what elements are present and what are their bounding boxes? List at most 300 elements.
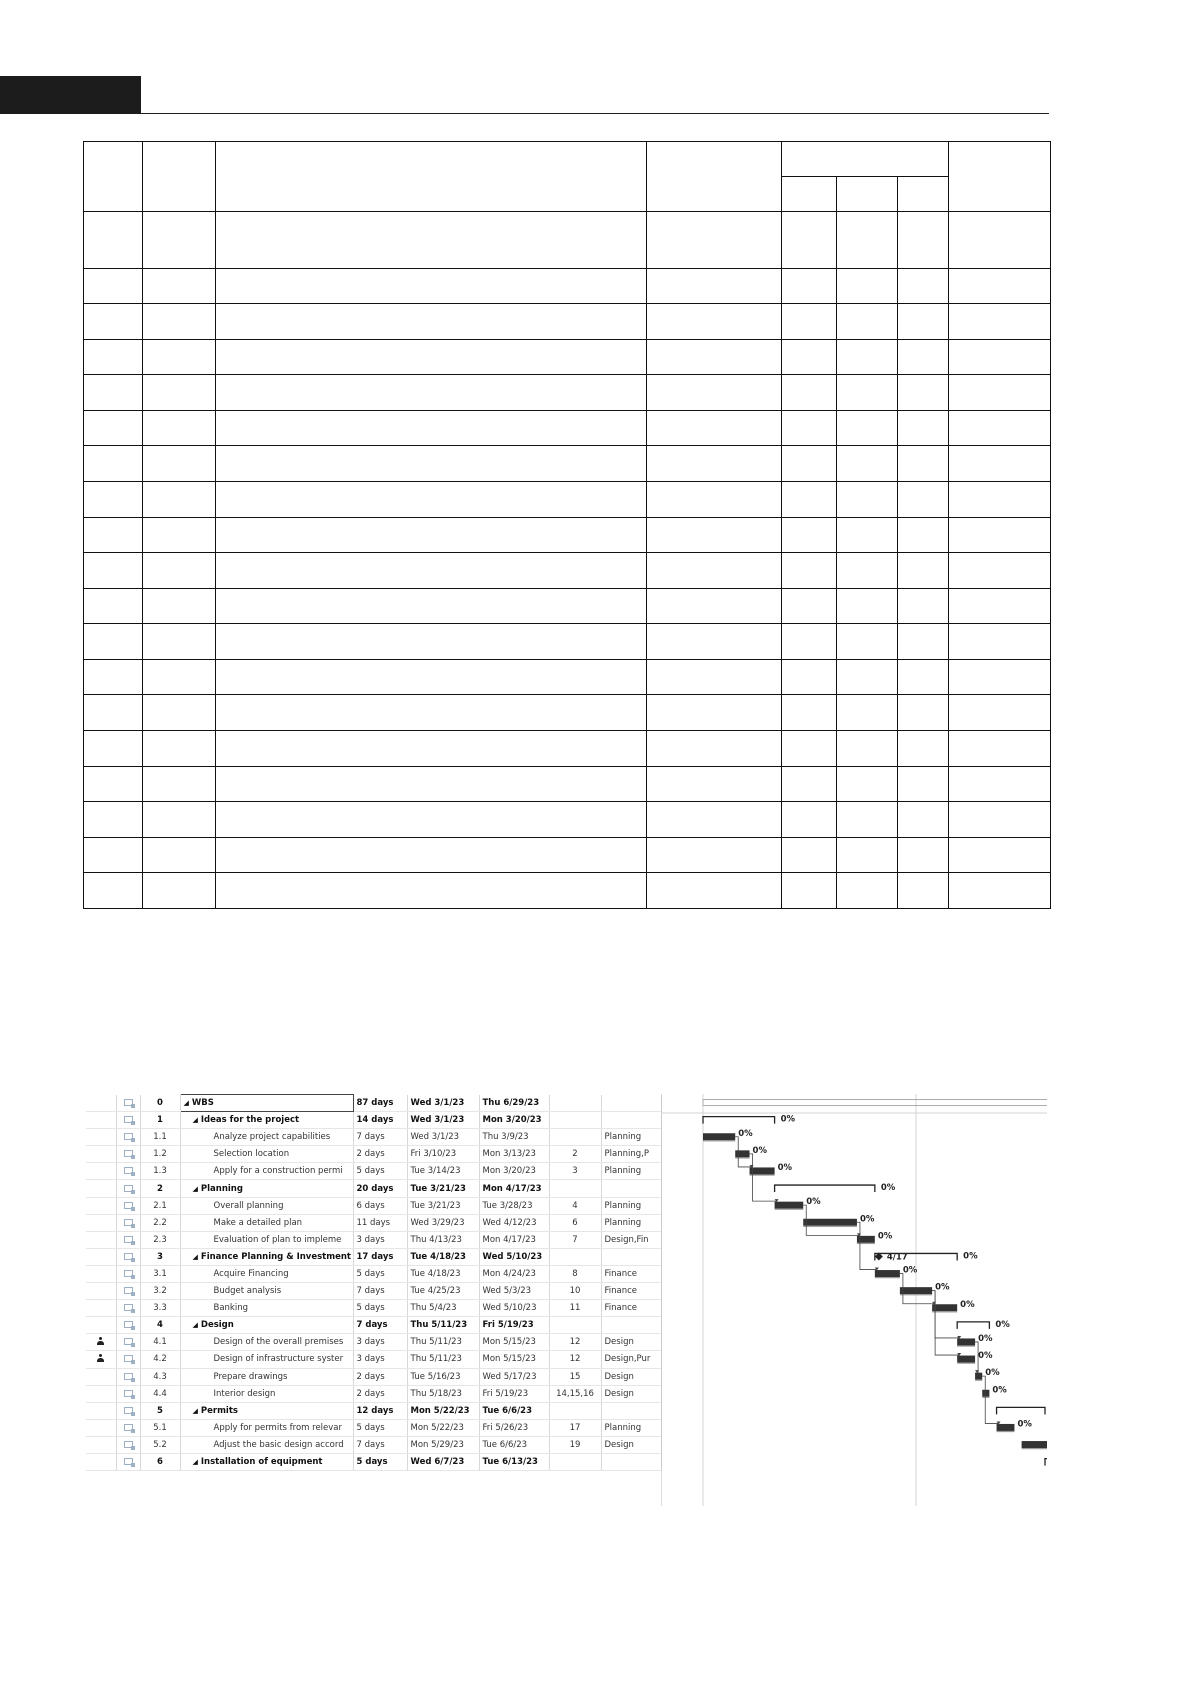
duration-cell[interactable]: 87 days [353, 1095, 407, 1112]
auto-schedule-icon [124, 1185, 133, 1192]
resource-names-cell[interactable]: Planning,P [601, 1146, 661, 1163]
start-cell[interactable]: Fri 3/10/23 [407, 1146, 479, 1163]
task-row[interactable] [86, 1214, 661, 1231]
task-bar-shadow [975, 1380, 982, 1381]
task-name-cell[interactable] [180, 1265, 353, 1282]
task-name-cell[interactable] [180, 1368, 353, 1385]
dependency-link [982, 1376, 998, 1423]
task-row[interactable] [86, 1265, 661, 1282]
blank-cell [143, 410, 216, 446]
duration-cell[interactable]: 3 days [353, 1334, 407, 1351]
blank-row [84, 659, 1051, 695]
duration-cell[interactable]: 7 days [353, 1129, 407, 1146]
resource-names-cell[interactable]: Finance [601, 1265, 661, 1282]
auto-schedule-icon [124, 1116, 133, 1123]
resource-names-cell[interactable] [601, 1180, 661, 1197]
finish-cell[interactable]: Tue 3/28/23 [479, 1197, 549, 1214]
blank-cell [647, 304, 782, 340]
blank-cell [647, 659, 782, 695]
blank-cell [216, 588, 647, 624]
finish-cell[interactable]: Mon 3/20/23 [479, 1163, 549, 1180]
blank-cell [782, 588, 837, 624]
task-name-cell[interactable] [180, 1146, 353, 1163]
indicator-cell [86, 1334, 116, 1351]
resource-names-cell[interactable]: Planning [601, 1197, 661, 1214]
resource-names-cell[interactable]: Design [601, 1368, 661, 1385]
task-row[interactable] [86, 1180, 661, 1197]
finish-cell[interactable]: Mon 3/13/23 [479, 1146, 549, 1163]
blank-row [84, 268, 1051, 304]
summary-percent-label: 0% [780, 1114, 796, 1125]
blank-cell [898, 873, 949, 909]
blank-cell [84, 766, 143, 802]
blank-cell [84, 695, 143, 731]
duration-cell[interactable]: 5 days [353, 1419, 407, 1436]
auto-schedule-icon [124, 1355, 133, 1362]
task-mode-cell [116, 1300, 140, 1317]
start-cell[interactable]: Tue 3/14/23 [407, 1163, 479, 1180]
predecessors-cell[interactable]: 10 [549, 1283, 601, 1300]
finish-cell[interactable]: Wed 5/10/23 [479, 1300, 549, 1317]
task-row[interactable] [86, 1368, 661, 1385]
blank-cell [143, 659, 216, 695]
start-cell[interactable]: Thu 5/11/23 [407, 1334, 479, 1351]
start-cell[interactable]: Mon 5/29/23 [407, 1436, 479, 1453]
gantt-chart [661, 1094, 1047, 1506]
blank-header-cell [949, 142, 1051, 212]
blank-cell [216, 873, 647, 909]
task-name-cell[interactable] [180, 1334, 353, 1351]
duration-cell[interactable]: 2 days [353, 1146, 407, 1163]
task-name-cell[interactable] [180, 1248, 353, 1265]
predecessors-cell[interactable]: 17 [549, 1419, 601, 1436]
blank-cell [143, 517, 216, 553]
predecessors-cell[interactable]: 14,15,16 [549, 1385, 601, 1402]
auto-schedule-icon [124, 1304, 133, 1311]
start-cell[interactable]: Tue 3/21/23 [407, 1180, 479, 1197]
duration-cell[interactable]: 12 days [353, 1402, 407, 1419]
blank-cell [782, 410, 837, 446]
blank-cell [898, 212, 949, 268]
task-name: Prepare drawings [213, 1371, 288, 1382]
collapse-triangle-icon[interactable]: ◢ [183, 1099, 189, 1108]
blank-row [84, 212, 1051, 268]
blank-cell [216, 837, 647, 873]
blank-cell [216, 482, 647, 518]
task-bar-shadow [875, 1277, 900, 1278]
blank-cell [647, 212, 782, 268]
blank-cell [647, 695, 782, 731]
blank-row [84, 446, 1051, 482]
resource-names-cell[interactable]: Planning [601, 1163, 661, 1180]
auto-schedule-icon [124, 1424, 133, 1431]
duration-cell[interactable]: 7 days [353, 1283, 407, 1300]
predecessors-cell[interactable]: 6 [549, 1214, 601, 1231]
finish-cell[interactable]: Wed 4/12/23 [479, 1214, 549, 1231]
finish-cell[interactable]: Wed 5/10/23 [479, 1248, 549, 1265]
blank-cell [84, 837, 143, 873]
blank-cell [216, 517, 647, 553]
blank-cell [647, 553, 782, 589]
predecessors-cell[interactable] [549, 1248, 601, 1265]
task-row[interactable] [86, 1453, 661, 1470]
task-name-cell[interactable] [180, 1436, 353, 1453]
start-cell[interactable]: Thu 5/18/23 [407, 1385, 479, 1402]
predecessors-cell[interactable] [549, 1112, 601, 1129]
blank-cell [143, 873, 216, 909]
blank-cell [949, 553, 1051, 589]
collapse-triangle-icon[interactable]: ◢ [192, 1116, 198, 1125]
blank-cell [898, 730, 949, 766]
resource-names-cell[interactable] [601, 1317, 661, 1334]
resource-names-cell[interactable]: Planning [601, 1419, 661, 1436]
task-row[interactable] [86, 1231, 661, 1248]
collapse-triangle-icon[interactable]: ◢ [192, 1406, 198, 1415]
finish-cell[interactable]: Fri 5/19/23 [479, 1385, 549, 1402]
start-cell[interactable]: Wed 3/1/23 [407, 1112, 479, 1129]
wbs-cell: 2.1 [140, 1197, 180, 1214]
duration-cell[interactable]: 17 days [353, 1248, 407, 1265]
collapse-triangle-icon[interactable]: ◢ [192, 1458, 198, 1467]
predecessors-cell[interactable]: 19 [549, 1436, 601, 1453]
resource-names-cell[interactable]: Planning [601, 1129, 661, 1146]
blank-cell [949, 304, 1051, 340]
finish-cell[interactable]: Tue 6/6/23 [479, 1436, 549, 1453]
task-mode-cell [116, 1112, 140, 1129]
task-row[interactable] [86, 1334, 661, 1351]
task-name-cell[interactable] [180, 1180, 353, 1197]
blank-cell [782, 482, 837, 518]
start-cell[interactable]: Thu 5/4/23 [407, 1300, 479, 1317]
blank-cell [143, 446, 216, 482]
predecessors-cell[interactable] [549, 1453, 601, 1470]
finish-cell[interactable]: Mon 3/20/23 [479, 1112, 549, 1129]
wbs-cell: 2 [140, 1180, 180, 1197]
blank-header-cell [84, 142, 143, 212]
task-name: Budget analysis [213, 1286, 282, 1297]
task-mode-cell [116, 1317, 140, 1334]
task-row[interactable] [86, 1283, 661, 1300]
resource-names-cell[interactable] [601, 1112, 661, 1129]
blank-cell [782, 553, 837, 589]
task-row[interactable] [86, 1385, 661, 1402]
task-name-cell[interactable] [180, 1385, 353, 1402]
finish-cell[interactable]: Thu 6/29/23 [479, 1095, 549, 1112]
finish-cell[interactable]: Mon 4/24/23 [479, 1265, 549, 1282]
task-row[interactable] [86, 1436, 661, 1453]
resource-names-cell[interactable] [601, 1248, 661, 1265]
predecessors-cell[interactable] [549, 1317, 601, 1334]
task-row[interactable] [86, 1248, 661, 1265]
resource-names-cell[interactable] [601, 1453, 661, 1470]
finish-cell[interactable]: Tue 6/13/23 [479, 1453, 549, 1470]
start-cell[interactable]: Wed 3/29/23 [407, 1214, 479, 1231]
predecessors-cell[interactable]: 7 [549, 1231, 601, 1248]
project-summary-bar [703, 1100, 1047, 1106]
resource-names-cell[interactable]: Planning [601, 1214, 661, 1231]
blank-cell [898, 304, 949, 340]
blank-cell [837, 766, 898, 802]
task-row[interactable] [86, 1112, 661, 1129]
auto-schedule-icon [124, 1253, 133, 1260]
finish-cell[interactable]: Mon 4/17/23 [479, 1180, 549, 1197]
task-percent-label: 0% [935, 1282, 950, 1293]
start-cell[interactable]: Tue 4/18/23 [407, 1248, 479, 1265]
duration-cell[interactable]: 14 days [353, 1112, 407, 1129]
task-name-cell[interactable] [180, 1129, 353, 1146]
blank-cell [949, 624, 1051, 660]
task-row[interactable] [86, 1351, 661, 1368]
blank-cell [647, 802, 782, 838]
start-cell[interactable]: Wed 3/1/23 [407, 1095, 479, 1112]
task-bar [703, 1133, 735, 1140]
task-name-cell[interactable] [180, 1112, 353, 1129]
blank-cell [143, 304, 216, 340]
start-cell[interactable]: Mon 5/22/23 [407, 1402, 479, 1419]
summary-bar [703, 1117, 775, 1124]
finish-cell[interactable]: Thu 3/9/23 [479, 1129, 549, 1146]
task-name-cell[interactable] [180, 1402, 353, 1419]
blank-cell [837, 659, 898, 695]
task-row[interactable] [86, 1300, 661, 1317]
blank-cell [898, 268, 949, 304]
wbs-cell: 5.1 [140, 1419, 180, 1436]
blank-cell [84, 268, 143, 304]
blank-cell [143, 375, 216, 411]
start-cell[interactable]: Thu 4/13/23 [407, 1231, 479, 1248]
start-cell[interactable]: Thu 5/11/23 [407, 1351, 479, 1368]
task-bar-shadow [997, 1431, 1015, 1432]
task-name: Permits [200, 1405, 238, 1416]
finish-cell[interactable]: Mon 4/17/23 [479, 1231, 549, 1248]
predecessors-cell[interactable]: 2 [549, 1146, 601, 1163]
task-row[interactable] [86, 1419, 661, 1436]
wbs-cell: 3.2 [140, 1283, 180, 1300]
blank-cell [782, 695, 837, 731]
task-name: Evaluation of plan to impleme [213, 1234, 342, 1245]
task-bar-shadow [703, 1140, 735, 1141]
task-name-cell[interactable] [180, 1300, 353, 1317]
finish-cell[interactable]: Mon 5/15/23 [479, 1334, 549, 1351]
start-cell[interactable]: Tue 4/25/23 [407, 1283, 479, 1300]
task-row[interactable] [86, 1146, 661, 1163]
task-name-cell[interactable] [180, 1453, 353, 1470]
task-bar [957, 1356, 975, 1363]
task-name-cell[interactable] [180, 1214, 353, 1231]
start-cell[interactable]: Tue 3/21/23 [407, 1197, 479, 1214]
task-row[interactable] [86, 1163, 661, 1180]
resource-names-cell[interactable] [601, 1095, 661, 1112]
blank-cell [84, 482, 143, 518]
finish-cell[interactable]: Fri 5/26/23 [479, 1419, 549, 1436]
finish-cell[interactable]: Wed 5/3/23 [479, 1283, 549, 1300]
auto-schedule-icon [124, 1441, 133, 1448]
task-name-cell[interactable] [180, 1283, 353, 1300]
wbs-cell: 2.2 [140, 1214, 180, 1231]
indicator-cell [86, 1419, 116, 1436]
task-name: Apply for permits from relevar [213, 1422, 343, 1433]
blank-cell [949, 730, 1051, 766]
blank-cell [898, 695, 949, 731]
blank-cell [949, 766, 1051, 802]
task-name: Acquire Financing [213, 1268, 289, 1279]
start-cell[interactable]: Thu 5/11/23 [407, 1317, 479, 1334]
duration-cell[interactable]: 11 days [353, 1214, 407, 1231]
duration-cell[interactable]: 6 days [353, 1197, 407, 1214]
resource-names-cell[interactable]: Design,Pur [601, 1351, 661, 1368]
duration-cell[interactable]: 5 days [353, 1300, 407, 1317]
start-cell[interactable]: Wed 6/7/23 [407, 1453, 479, 1470]
auto-schedule-icon [124, 1407, 133, 1414]
collapse-triangle-icon[interactable]: ◢ [192, 1184, 198, 1193]
indicator-cell [86, 1095, 116, 1112]
task-row[interactable] [86, 1317, 661, 1334]
task-mode-cell [116, 1197, 140, 1214]
blank-cell [782, 446, 837, 482]
task-name: Analyze project capabilities [213, 1132, 331, 1143]
blank-cell [898, 446, 949, 482]
blank-cell [84, 588, 143, 624]
start-cell[interactable]: Wed 3/1/23 [407, 1129, 479, 1146]
blank-cell [949, 802, 1051, 838]
predecessors-cell[interactable]: 12 [549, 1334, 601, 1351]
predecessors-cell[interactable] [549, 1180, 601, 1197]
task-mode-cell [116, 1351, 140, 1368]
predecessors-cell[interactable]: 12 [549, 1351, 601, 1368]
blank-cell [782, 375, 837, 411]
predecessors-cell[interactable] [549, 1095, 601, 1112]
task-percent-label: 0% [752, 1145, 767, 1156]
predecessors-cell[interactable]: 3 [549, 1163, 601, 1180]
task-bar [982, 1390, 989, 1397]
blank-cell [837, 873, 898, 909]
predecessors-cell[interactable]: 4 [549, 1197, 601, 1214]
indicator-cell [86, 1214, 116, 1231]
start-cell[interactable]: Tue 4/18/23 [407, 1265, 479, 1282]
blank-cell [216, 730, 647, 766]
task-name-cell[interactable] [180, 1231, 353, 1248]
resource-names-cell[interactable]: Finance [601, 1300, 661, 1317]
indicator-cell [86, 1112, 116, 1129]
blank-cell [84, 553, 143, 589]
collapse-triangle-icon[interactable]: ◢ [192, 1252, 198, 1261]
blank-header-subcell [898, 177, 949, 212]
task-mode-cell [116, 1248, 140, 1265]
task-mode-cell [116, 1163, 140, 1180]
task-name: Finance Planning & Investment [200, 1251, 351, 1262]
collapse-triangle-icon[interactable]: ◢ [192, 1321, 198, 1330]
blank-form-table [83, 141, 1051, 909]
task-name-cell[interactable] [180, 1419, 353, 1436]
task-bar-shadow [957, 1363, 975, 1364]
blank-cell [143, 212, 216, 268]
duration-cell[interactable]: 20 days [353, 1180, 407, 1197]
resource-names-cell[interactable]: Finance [601, 1283, 661, 1300]
finish-cell[interactable]: Mon 5/15/23 [479, 1351, 549, 1368]
task-row[interactable] [86, 1402, 661, 1419]
finish-cell[interactable]: Wed 5/17/23 [479, 1368, 549, 1385]
duration-cell[interactable]: 5 days [353, 1265, 407, 1282]
resource-names-cell[interactable]: Design [601, 1334, 661, 1351]
blank-cell [143, 482, 216, 518]
blank-cell [782, 624, 837, 660]
task-row[interactable] [86, 1129, 661, 1146]
task-mode-cell [116, 1265, 140, 1282]
duration-cell[interactable]: 5 days [353, 1453, 407, 1470]
blank-cell [782, 730, 837, 766]
task-bar-shadow [735, 1157, 749, 1158]
blank-cell [647, 873, 782, 909]
dependency-link [932, 1291, 959, 1338]
duration-cell[interactable]: 7 days [353, 1317, 407, 1334]
task-name-cell[interactable] [180, 1351, 353, 1368]
blank-header-cell [216, 142, 647, 212]
duration-cell[interactable]: 2 days [353, 1385, 407, 1402]
resource-names-cell[interactable]: Design [601, 1385, 661, 1402]
predecessors-cell[interactable]: 8 [549, 1265, 601, 1282]
task-name-cell[interactable] [180, 1197, 353, 1214]
blank-cell [837, 375, 898, 411]
predecessors-cell[interactable] [549, 1129, 601, 1146]
start-cell[interactable]: Mon 5/22/23 [407, 1419, 479, 1436]
task-name-cell[interactable] [180, 1163, 353, 1180]
start-cell[interactable]: Tue 5/16/23 [407, 1368, 479, 1385]
task-name-cell[interactable] [180, 1317, 353, 1334]
finish-cell[interactable]: Tue 6/6/23 [479, 1402, 549, 1419]
duration-cell[interactable]: 2 days [353, 1368, 407, 1385]
resource-names-cell[interactable]: Design,Fin [601, 1231, 661, 1248]
predecessors-cell[interactable]: 15 [549, 1368, 601, 1385]
blank-cell [84, 624, 143, 660]
blank-cell [647, 517, 782, 553]
duration-cell[interactable]: 3 days [353, 1351, 407, 1368]
task-mode-cell [116, 1436, 140, 1453]
resource-names-cell[interactable]: Design [601, 1436, 661, 1453]
blank-cell [782, 659, 837, 695]
predecessors-cell[interactable] [549, 1402, 601, 1419]
auto-schedule-icon [124, 1338, 133, 1345]
blank-cell [837, 730, 898, 766]
task-row[interactable] [86, 1095, 661, 1112]
task-bar-shadow [750, 1174, 775, 1175]
task-row[interactable] [86, 1197, 661, 1214]
blank-cell [84, 446, 143, 482]
duration-cell[interactable]: 7 days [353, 1436, 407, 1453]
summary-bar [775, 1185, 875, 1192]
task-name-cell[interactable] [180, 1095, 353, 1112]
task-mode-cell [116, 1453, 140, 1470]
blank-cell [898, 802, 949, 838]
blank-cell [84, 730, 143, 766]
predecessors-cell[interactable]: 11 [549, 1300, 601, 1317]
task-percent-label: 0% [902, 1265, 918, 1276]
blank-cell [84, 802, 143, 838]
task-percent-label: 0% [985, 1368, 1000, 1379]
resource-names-cell[interactable] [601, 1402, 661, 1419]
indicator-cell [86, 1180, 116, 1197]
auto-schedule-icon [124, 1458, 133, 1465]
blank-cell [898, 410, 949, 446]
auto-schedule-icon [124, 1321, 133, 1328]
task-name: Installation of equipment [200, 1457, 323, 1468]
duration-cell[interactable]: 3 days [353, 1231, 407, 1248]
auto-schedule-icon [124, 1390, 133, 1397]
duration-cell[interactable]: 5 days [353, 1163, 407, 1180]
project-schedule-screenshot [86, 1094, 1047, 1506]
blank-cell [949, 873, 1051, 909]
blank-cell [898, 659, 949, 695]
finish-cell[interactable]: Fri 5/19/23 [479, 1317, 549, 1334]
